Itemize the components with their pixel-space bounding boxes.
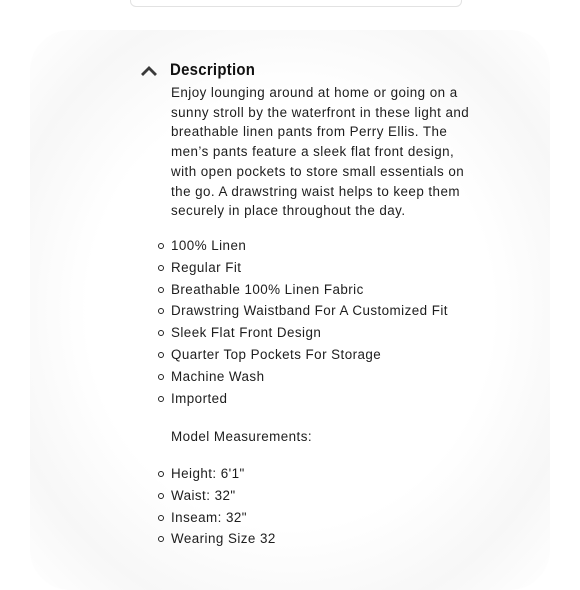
measurement-item: Inseam: 32": [171, 507, 276, 529]
feature-item: Regular Fit: [171, 257, 448, 279]
measurement-item: Waist: 32": [171, 485, 276, 507]
feature-item: 100% Linen: [171, 235, 448, 257]
feature-item: Imported: [171, 388, 448, 410]
measurement-item: Height: 6'1": [171, 463, 276, 485]
feature-item: Sleek Flat Front Design: [171, 322, 448, 344]
chevron-up-icon[interactable]: [138, 59, 160, 81]
measurement-item: Wearing Size 32: [171, 528, 276, 550]
feature-list: [171, 235, 448, 409]
description-accordion-toggle[interactable]: [138, 57, 267, 83]
description-paragraph: Enjoy lounging around at home or going on a sunny stroll by the waterfront in these light and breathable linen pants from Perry Ellis. The men’s pants feature a sleek flat front design, with open pockets to store small essentials on the go. A drawstring waist helps to keep them securely in place throughout the day.: [171, 85, 470, 219]
model-measurements-label: Model Measurements:: [171, 429, 313, 444]
feature-item: Machine Wash: [171, 366, 448, 388]
feature-item: Drawstring Waistband For A Customized Fit: [171, 300, 448, 322]
description-title: Description: [170, 60, 256, 79]
measurement-list: [171, 463, 276, 550]
feature-item: Quarter Top Pockets For Storage: [171, 344, 448, 366]
feature-item: Breathable 100% Linen Fabric: [171, 279, 448, 301]
